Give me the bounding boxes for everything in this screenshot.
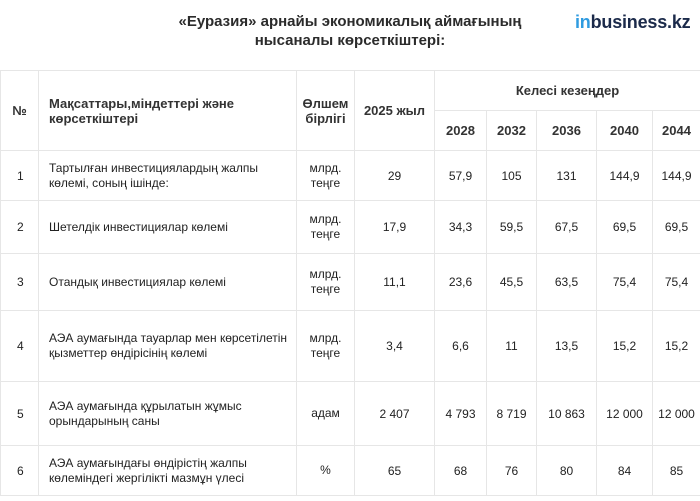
title-line-2: нысаналы көрсеткіштері: — [254, 32, 446, 49]
table-row — [1, 382, 700, 446]
value-cell: 68 — [435, 446, 487, 496]
page-title — [150, 12, 550, 50]
header-year: 2044 — [653, 111, 700, 151]
value-cell: 57,9 — [435, 151, 487, 201]
value-cell: 69,5 — [653, 201, 700, 254]
table-row — [1, 201, 700, 254]
site-logo[interactable]: inbusiness.kz — [575, 12, 691, 32]
indicator-name: Отандық инвестициялар көлемі — [39, 254, 297, 311]
value-cell: 34,3 — [435, 201, 487, 254]
value-cell: 105 — [487, 151, 537, 201]
value-2025: 65 — [355, 446, 435, 496]
unit-cell: млрд. теңге — [297, 254, 355, 311]
value-cell: 67,5 — [537, 201, 597, 254]
header-2025: 2025 жыл — [355, 71, 435, 151]
value-cell: 144,9 — [653, 151, 700, 201]
row-number: 1 — [1, 151, 39, 201]
unit-cell: млрд. теңге — [297, 311, 355, 382]
value-cell: 8 719 — [487, 382, 537, 446]
header-year: 2032 — [487, 111, 537, 151]
table-row — [1, 254, 700, 311]
value-cell: 6,6 — [435, 311, 487, 382]
value-cell: 15,2 — [597, 311, 653, 382]
unit-cell: млрд. теңге — [297, 151, 355, 201]
value-2025: 17,9 — [355, 201, 435, 254]
value-cell: 80 — [537, 446, 597, 496]
row-number: 6 — [1, 446, 39, 496]
title-line-1: «Еуразия» арнайы экономикалық аймағының — [178, 13, 522, 30]
value-cell: 144,9 — [597, 151, 653, 201]
header-year: 2028 — [435, 111, 487, 151]
unit-cell: млрд. теңге — [297, 201, 355, 254]
value-2025: 29 — [355, 151, 435, 201]
table-row — [1, 311, 700, 382]
indicator-name: АЭА аумағындағы өндірістің жалпы көлеміндегі жергілікті мазмұн үлесі — [39, 446, 297, 496]
value-cell: 13,5 — [537, 311, 597, 382]
row-number: 4 — [1, 311, 39, 382]
row-number: 2 — [1, 201, 39, 254]
header-unit: Өлшем бірлігі — [297, 71, 355, 151]
header-goal: Мақсаттары,міндеттері және көрсеткіштері — [39, 71, 297, 151]
unit-cell: адам — [297, 382, 355, 446]
value-cell: 75,4 — [597, 254, 653, 311]
indicator-name: Шетелдік инвестициялар көлемі — [39, 201, 297, 254]
value-cell: 69,5 — [597, 201, 653, 254]
indicators-table — [0, 70, 700, 496]
value-cell: 12 000 — [597, 382, 653, 446]
indicator-name: АЭА аумағында құрылатын жұмыс орындарының саны — [39, 382, 297, 446]
value-cell: 76 — [487, 446, 537, 496]
unit-cell: % — [297, 446, 355, 496]
value-cell: 45,5 — [487, 254, 537, 311]
value-cell: 11 — [487, 311, 537, 382]
value-cell: 63,5 — [537, 254, 597, 311]
value-cell: 10 863 — [537, 382, 597, 446]
value-cell: 85 — [653, 446, 700, 496]
header-no: № — [1, 71, 39, 151]
value-cell: 75,4 — [653, 254, 700, 311]
indicator-name: Тартылған инвестициялардың жалпы көлемі, соның ішінде: — [39, 151, 297, 201]
value-cell: 59,5 — [487, 201, 537, 254]
value-cell: 23,6 — [435, 254, 487, 311]
table-row — [1, 151, 700, 201]
value-2025: 11,1 — [355, 254, 435, 311]
value-cell: 15,2 — [653, 311, 700, 382]
row-number: 5 — [1, 382, 39, 446]
value-cell: 4 793 — [435, 382, 487, 446]
header-next-periods: Келесі кезеңдер — [435, 71, 700, 111]
indicator-name: АЭА аумағында тауарлар мен көрсетілетін қызметтер өндірісінің көлемі — [39, 311, 297, 382]
header-year: 2040 — [597, 111, 653, 151]
row-number: 3 — [1, 254, 39, 311]
value-cell: 131 — [537, 151, 597, 201]
value-2025: 3,4 — [355, 311, 435, 382]
value-2025: 2 407 — [355, 382, 435, 446]
value-cell: 84 — [597, 446, 653, 496]
table-row — [1, 446, 700, 496]
value-cell: 12 000 — [653, 382, 700, 446]
header-year: 2036 — [537, 111, 597, 151]
